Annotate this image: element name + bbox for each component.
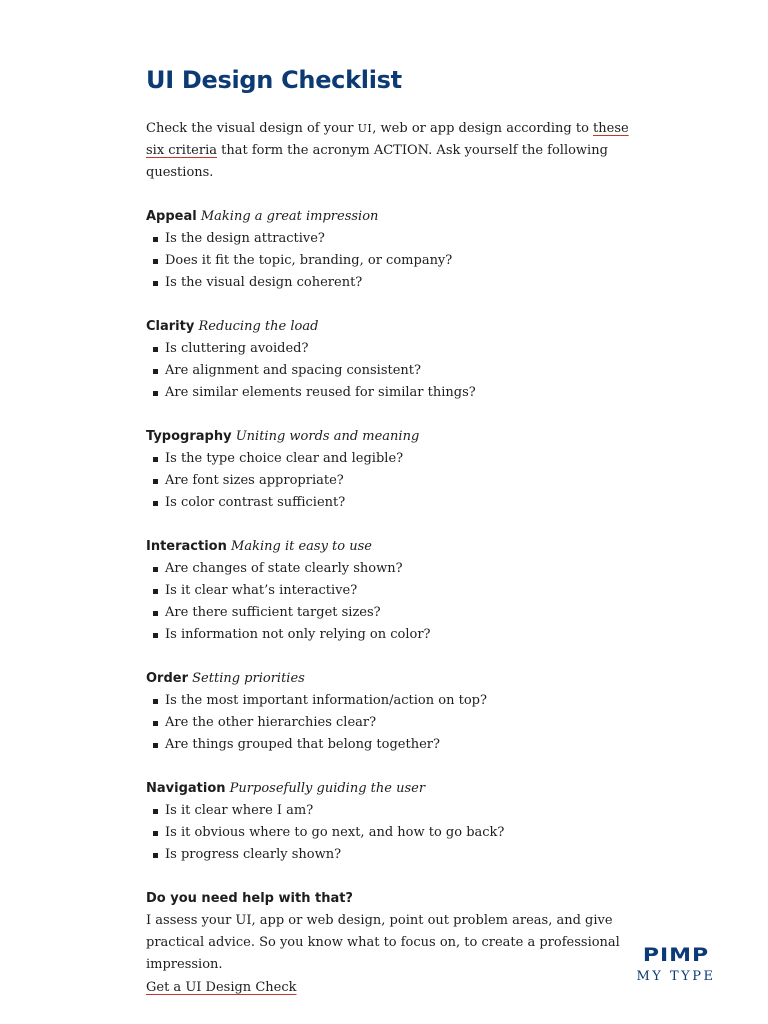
section-name: Navigation xyxy=(146,781,226,796)
section-navigation xyxy=(146,778,646,866)
help-heading: Do you need help with that? xyxy=(146,891,353,906)
section-subtitle: Setting priorities xyxy=(192,671,305,686)
section-subtitle: Purposefully guiding the user xyxy=(229,781,426,796)
question-item: Is the design attractive? xyxy=(146,228,646,250)
section-order xyxy=(146,668,646,756)
question-list xyxy=(146,558,646,646)
question-item: Is progress clearly shown? xyxy=(146,844,646,866)
section-heading xyxy=(146,316,646,338)
question-item: Does it fit the topic, branding, or company? xyxy=(146,250,646,272)
question-list xyxy=(146,800,646,866)
question-list xyxy=(146,228,646,294)
section-name: Typography xyxy=(146,429,232,444)
question-list xyxy=(146,690,646,756)
page-title: UI Design Checklist xyxy=(146,66,402,94)
question-list xyxy=(146,338,646,404)
ui-design-check-link[interactable]: Get a UI Design Check xyxy=(146,980,297,995)
question-item: Is it obvious where to go next, and how to go back? xyxy=(146,822,646,844)
intro-text-after: that form the acronym ACTION. Ask yourself the following questions. xyxy=(146,143,608,180)
question-item: Is color contrast sufficient? xyxy=(146,492,646,514)
logo-wordmark-bottom: MY TYPE xyxy=(636,969,716,984)
document-page xyxy=(146,62,646,999)
question-item: Are font sizes appropriate? xyxy=(146,470,646,492)
question-item: Are changes of state clearly shown? xyxy=(146,558,646,580)
question-item: Are the other hierarchies clear? xyxy=(146,712,646,734)
section-appeal xyxy=(146,206,646,294)
section-heading xyxy=(146,426,646,448)
logo-wordmark-top: PIMP xyxy=(642,944,710,967)
section-subtitle: Making it easy to use xyxy=(231,539,372,554)
section-subtitle: Reducing the load xyxy=(198,319,319,334)
section-heading xyxy=(146,206,646,228)
section-name: Appeal xyxy=(146,209,197,224)
question-item: Is the type choice clear and legible? xyxy=(146,448,646,470)
intro-ui-word: UI xyxy=(357,122,373,135)
section-name: Interaction xyxy=(146,539,227,554)
section-heading xyxy=(146,778,646,800)
section-name: Clarity xyxy=(146,319,195,334)
question-item: Are alignment and spacing consistent? xyxy=(146,360,646,382)
section-heading xyxy=(146,536,646,558)
pimp-my-type-logo[interactable] xyxy=(626,944,726,986)
question-item: Is cluttering avoided? xyxy=(146,338,646,360)
intro-text-before: Check the visual design of your xyxy=(146,121,358,136)
section-subtitle: Making a great impression xyxy=(200,209,379,224)
intro-text-middle: , web or app design according to xyxy=(372,121,594,136)
question-item: Are things grouped that belong together? xyxy=(146,734,646,756)
criteria-link[interactable]: these six criteria xyxy=(146,121,629,158)
section-interaction xyxy=(146,536,646,646)
section-clarity xyxy=(146,316,646,404)
question-item: Is the most important information/action on top? xyxy=(146,690,646,712)
intro-paragraph xyxy=(146,118,646,184)
question-item: Is it clear where I am? xyxy=(146,800,646,822)
checklist-sections xyxy=(146,206,646,866)
section-subtitle: Uniting words and meaning xyxy=(235,429,420,444)
question-item: Is the visual design coherent? xyxy=(146,272,646,294)
question-item: Are similar elements reused for similar things? xyxy=(146,382,646,404)
section-typography xyxy=(146,426,646,514)
question-item: Are there sufficient target sizes? xyxy=(146,602,646,624)
question-item: Is it clear what’s interactive? xyxy=(146,580,646,602)
question-item: Is information not only relying on color? xyxy=(146,624,646,646)
help-text: I assess your UI, app or web design, point out problem areas, and give practical advice. So you know what to focus on, to create a professional impression. xyxy=(146,913,620,972)
section-name: Order xyxy=(146,671,188,686)
section-heading xyxy=(146,668,646,690)
question-list xyxy=(146,448,646,514)
